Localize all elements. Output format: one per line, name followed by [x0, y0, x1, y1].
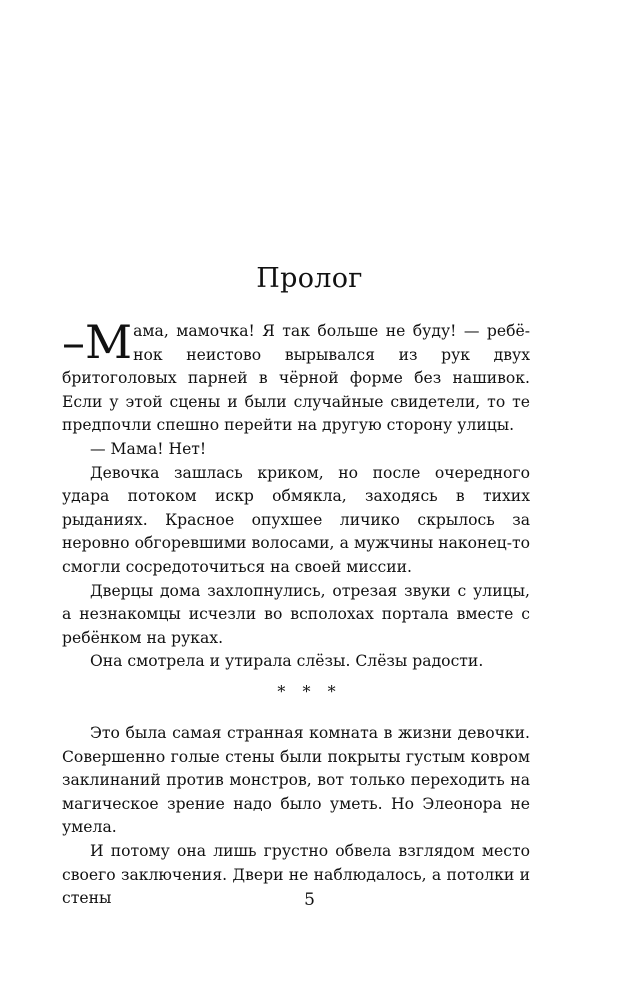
- prologue-section: [62, 315, 530, 674]
- drop-cap: –М: [62, 315, 133, 369]
- paragraph: Она смотрела и утирала слёзы. Слёзы радости.: [90, 652, 484, 671]
- chapter-title: Пролог: [256, 263, 363, 294]
- paragraph: — Мама! Нет!: [90, 439, 207, 458]
- section-separator: * * *: [277, 682, 342, 701]
- paragraph: Девочка зашлась криком, но после очередного удара потоком искр обмякла, заходясь в тихих рыданиях. Красное опухшее личико скрылось за неровно обгоревшими волосами, а мужчины наконец-то смогли сосредоточиться на своей миссии.: [62, 463, 530, 576]
- opening-paragraph-text: ама, мамочка! Я так больше не буду! — ребёнок неистово вырывался из рук двух бритоголовых парней в чёрной форме без нашивок. Если у этой сцены и были случайные свидетели, то те предпочли спешно перейти на другую сторону улицы.: [62, 322, 530, 435]
- opening-paragraph: [62, 315, 530, 438]
- paragraph: Это была самая странная комната в жизни девочки. Совершенно голые стены были покрыты густым ковром заклинаний против монстров, вот только переходить на магическое зрение надо было уметь. Но Элеонора не умела.: [62, 724, 530, 837]
- page-number: 5: [304, 890, 315, 910]
- paragraph: И потому она лишь грустно обвела взглядом место своего заключения. Двери не наблюдалось, а потолки и стены: [62, 841, 530, 908]
- second-section: [62, 722, 530, 911]
- paragraph: Дверцы дома захлопнулись, отрезая звуки с улицы, а незнакомцы исчезли во всполохах портала вместе с ребёнком на руках.: [62, 581, 530, 647]
